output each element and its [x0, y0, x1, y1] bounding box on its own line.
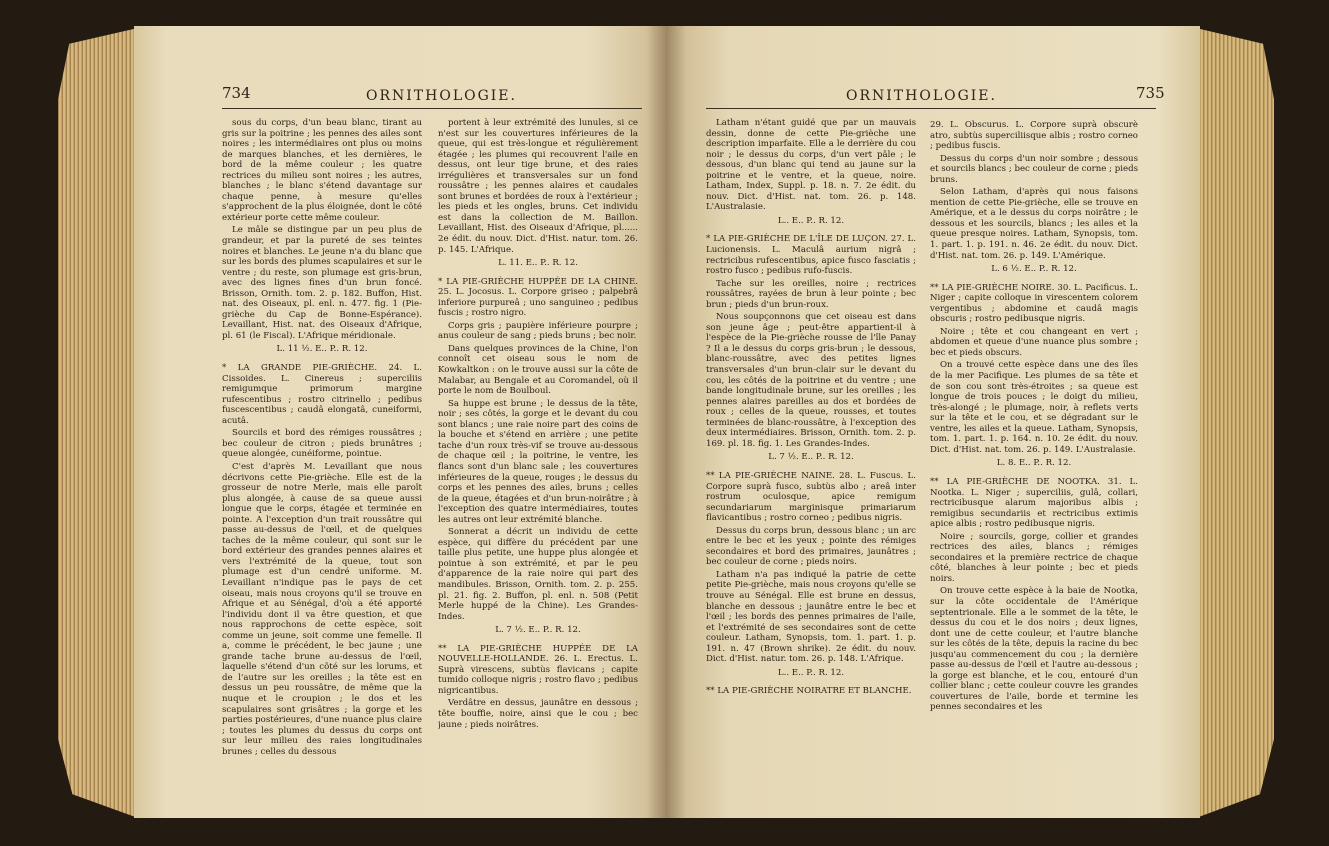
species-heading: * LA GRANDE PIE-GRIÈCHE. 24. L. Cissoides. L. Cinereus ; superciliis remigumque primorum margine rufescentibus ; rostro citrinello ; pedibus fuscescentibus ; caudâ elongatâ, cuneiformi, acutâ.	[222, 363, 422, 426]
paragraph: Dessus du corps brun, dessous blanc ; un arc entre le bec et les yeux ; pointe des rémiges secondaires et bord des primaires, jaunâtres ; bec couleur de corne ; pieds noirs.	[706, 525, 916, 568]
species-heading: ** LA PIE-GRIÈCHE NOIRE. 30. L. Pacificus. L. Niger ; capite colloque in virescentem colorem vergentibus ; abdomine et caudâ magis obscuris ; rostro pedibusque nigris.	[930, 282, 1138, 325]
measurement-line: L.. E.. P.. R. 12.	[777, 667, 845, 678]
paragraph: portent à leur extrémité des lunules, si ce n'est sur les couvertures inférieures de la queue, qui est très-longue et régulièrement étagée ; les plumes qui recouvrent l'aile en dessus, ont leur tige brune, et des raies irrégulières et transversales sur un fond roussâtre ; les pennes alaires et caudales sont brunes et bordées de roux à l'extérieur ; les pieds et les ongles, bruns. Cet individu est dans la collection de M. Baillon. Levaillant, Hist. des Oiseaux d'Afrique, pl...... 2e édit. du nouv. Dict. d'Hist. natur. tom. 26. p. 145. L'Afrique.	[438, 118, 638, 255]
right-page-number: 735	[1136, 84, 1165, 102]
paragraph: Dans quelques provinces de la Chine, l'on connoît cet oiseau sous le nom de Kowkaltkon : on le trouve aussi sur la côte de Malabar, au Bengale et au Coromandel, où il porte le nom de Boulboul.	[438, 343, 638, 397]
paragraph: On trouve cette espèce à la baie de Nootka, sur la côte occidentale de l'Amérique septentrionale. Elle a le sommet de la tête, le dessus du cou et le dos noirs ; deux lignes, dont une de cette couleur, et l'autre blanche sur les côtés de la tête, depuis la racine du bec jusqu'au commencement du cou ; la dernière passe au-dessus de l'œil et l'autre au-dessous ; la gorge est blanche, et le cou, entouré d'un collier blanc ; cette couleur couvre les grandes couvertures de l'aile, borde et termine les pennes secondaires et les	[930, 586, 1138, 713]
paragraph: Corps gris ; paupière inférieure pourpre ; anus couleur de sang ; pieds bruns ; bec noir.	[438, 320, 638, 342]
left-page-number: 734	[222, 84, 251, 102]
paragraph: Dessus du corps d'un noir sombre ; dessous et sourcils blancs ; bec couleur de corne ; pieds bruns.	[930, 153, 1138, 185]
species-heading: * LA PIE-GRIÈCHE HUPPÉE DE LA CHINE. 25. L. Jocosus. L. Corpore griseo ; palpebrâ inferiore purpureâ ; uno sanguineo ; pedibus fuscis ; rostro nigro.	[438, 276, 638, 319]
paragraph: Selon Latham, d'après qui nous faisons mention de cette Pie-grièche, elle se trouve en Amérique, et a le dessus du corps noirâtre ; le dessous et les sourcils, blancs ; les ailes et la queue presque noires. Latham, Synopsis, tom. 1. part. 1. p. 191. n. 46. 2e édit. du nouv. Dict. d'Hist. nat. tom. 26. p. 149. L'Amérique.	[930, 187, 1138, 261]
paragraph: Verdâtre en dessus, jaunâtre en dessous ; tête bouffie, noire, ainsi que le cou ; bec jaune ; pieds noirâtres.	[438, 698, 638, 730]
paragraph: On a trouvé cette espèce dans une des îles de la mer Pacifique. Les plumes de sa tête et de son cou sont très-étroites ; sa queue est longue de trois pouces ; le doigt du milieu, très-alongé ; le plumage, noir, à reflets verts sur la tête et le cou, et se dégradant sur le ventre, les ailes et la queue. Latham, Synopsis, tom. 1. part. 1. p. 164. n. 10. 2e édit. du nouv. Dict. d'Hist. nat. tom. 26. p. 149. L'Australasie.	[930, 360, 1138, 455]
paragraph: Latham n'étant guidé que par un mauvais dessin, donne de cette Pie-grièche une description imparfaite. Elle a le derrière du cou noir ; le dessus du corps, d'un vert pâle ; le dessous, d'un blanc qui tend au jaune sur la poitrine et le ventre, et la queue, noire. Latham, Index, Suppl. p. 18. n. 7. 2e édit. du nouv. Dict. d'Hist. nat. tom. 26. p. 148. L'Australasie.	[706, 118, 916, 213]
right-column-2	[930, 118, 1138, 715]
species-heading: ** LA PIE-GRIÈCHE HUPPÉE DE LA NOUVELLE-HOLLANDE. 26. L. Erectus. L. Suprà virescens, subtùs flavicans ; capite tumido colloque nigris ; rostro flavo ; pedibus nigricantibus.	[438, 643, 638, 696]
measurement-line: L. 7 ½. E.. P.. R. 12.	[768, 452, 854, 463]
measurement-line: L. 8. E.. P.. R. 12.	[996, 458, 1072, 469]
paragraph: Le mâle se distingue par un peu plus de grandeur, et par la pureté de ses teintes noires et blanches. Le jeune n'a du blanc que sur les bords des plumes scapulaires et sur le ventre ; du reste, son plumage est gris-brun, avec des lignes fines d'un brun foncé. Brisson, Ornith. tom. 2. p. 182. Buffon, Hist. nat. des Oiseaux, pl. enl. n. 477. fig. 1 (Pie-grièche du Cap de Bonne-Espérance). Levaillant, Hist. nat. des Oiseaux d'Afrique, pl. 61 (le Fiscal). L'Afrique méridionale.	[222, 225, 422, 341]
paragraph: Nous soupçonnons que cet oiseau est dans son jeune âge ; peut-être appartient-il à l'espèce de la Pie-grièche rousse de l'île Panay ? Il a le dessus du corps gris-brun ; le dessous, blanc-roussâtre, avec des petites lignes transversales d'un brun-clair sur le devant du cou, les côtés de la poitrine et du ventre ; une bande longitudinale brune, sur les oreilles ; les pennes alaires pareilles au dos et bordées de roux ; celles de la queue, rousses, et toutes terminées de blanc-roussâtre, à l'exception des deux intermédiaires. Brisson, Ornith. tom. 2. p. 169. pl. 18. fig. 1. Les Grandes-Indes.	[706, 312, 916, 449]
paragraph: Tache sur les oreilles, noire ; rectrices roussâtres, rayées de brun à leur pointe ; bec brun ; pieds d'un brun-roux.	[706, 278, 916, 310]
right-page	[666, 26, 1200, 818]
species-heading: ** LA PIE-GRIÈCHE NOIRATRE ET BLANCHE.	[706, 686, 912, 697]
book-gutter-shadow	[646, 26, 686, 818]
right-column-1	[706, 118, 916, 699]
measurement-line: L.. E.. P.. R. 12.	[777, 215, 845, 226]
left-header-rule	[222, 108, 642, 109]
measurement-line: L. 11 ½. E.. P.. R. 12.	[276, 344, 368, 355]
paragraph: C'est d'après M. Levaillant que nous décrivons cette Pie-grièche. Elle est de la grosseur de notre Merle, mais elle paroît plus alongée, à cause de sa queue aussi longue que le corps, étagée et terminée en pointe. A l'exception d'un trait roussâtre qui passe au-dessus de l'œil, et de quelques taches de la même couleur, qui sont sur le bord extérieur des grandes pennes alaires et vers l'extrémité de la queue, tout son plumage est d'un cendré uniforme. M. Levaillant n'indique pas le pays de cet oiseau, mais nous croyons qu'il se trouve en Afrique et au Sénégal, d'où a été apporté l'individu dont il va être question, et que nous rapprochons de cette espèce, soit comme un jeune, soit comme une femelle. Il a, comme le précédent, le bec jaune ; une grande tache brune au-dessus de l'œil, laquelle s'étend d'un côté sur les lorums, et de l'autre sur les oreilles ; la tête est en dessus un peu roussâtre, de même que la nuque et le croupion ; le dos et les scapulaires sont grisâtres ; la gorge et les parties postérieures, d'une nuance plus claire ; toutes les plumes du dessus du corps ont sur leur milieu des raies longitudinales brunes ; celles du dessous	[222, 461, 422, 757]
measurement-line: L. 11. E.. P.. R. 12.	[498, 258, 578, 269]
paragraph: 29. L. Obscurus. L. Corpore suprà obscurè atro, subtùs superciliisque albis ; rostro corneo ; pedibus fuscis.	[930, 120, 1138, 152]
left-column-2	[438, 118, 638, 732]
paragraph: Noire ; tête et cou changeant en vert ; abdomen et queue d'une nuance plus sombre ; bec et pieds obscurs.	[930, 326, 1138, 358]
left-page-edges	[58, 28, 138, 818]
species-heading: ** LA PIE-GRIÈCHE DE NOOTKA. 31. L. Nootka. L. Niger ; superciliis, gulâ, collari, rectricibusque alarum majoribus albis ; remigibus secundariis et rectricibus extimis apice albis ; rostro pedibusque nigris.	[930, 476, 1138, 530]
species-heading: ** LA PIE-GRIÈCHE NAINE. 28. L. Fuscus. L. Corpore suprà fusco, subtùs albo ; areâ inter rostrum oculosque, apice remigum secundariarum marginisque primariarum flavicantibus ; rostro corneo ; pedibus nigris.	[706, 470, 916, 524]
right-header-rule	[706, 108, 1156, 109]
paragraph: Noire ; sourcils, gorge, collier et grandes rectrices des ailes, blancs ; rémiges secondaires et la première rectrice de chaque côté, blanches à leur pointe ; bec et pieds noirs.	[930, 531, 1138, 584]
left-column-1	[222, 118, 422, 759]
paragraph: Latham n'a pas indiqué la patrie de cette petite Pie-grièche, mais nous croyons qu'elle se trouve au Sénégal. Elle est brune en dessus, blanche en dessous ; jaunâtre entre le bec et l'œil ; les bords des pennes primaires de l'aile, et l'extrémité de ses secondaires sont de cette couleur. Latham, Synopsis, tom. 1. part. 1. p. 191. n. 47 (Brown shrike). 2e édit. du nouv. Dict. d'Hist. natur. tom. 26. p. 148. L'Afrique.	[706, 569, 916, 665]
left-running-head: ORNITHOLOGIE.	[366, 88, 517, 104]
measurement-line: L. 7 ½. E.. P.. R. 12.	[495, 625, 581, 636]
left-page	[134, 26, 666, 818]
right-running-head: ORNITHOLOGIE.	[846, 88, 997, 104]
paragraph: Sonnerat a décrit un individu de cette espèce, qui diffère du précédent par une taille plus petite, une huppe plus alongée et pointue à son extrémité, et par le peu d'apparence de la raie noire qui part des mandibules. Brisson, Ornith. tom. 2. p. 255. pl. 21. fig. 2. Buffon, pl. enl. n. 508 (Petit Merle huppé de la Chine). Les Grandes-Indes.	[438, 527, 638, 622]
measurement-line: L. 6 ½. E.. P.. R. 12.	[991, 264, 1077, 275]
species-heading: * LA PIE-GRIÈCHE DE L'ÎLE DE LUÇON. 27. L. Lucionensis. L. Maculâ aurium nigrâ ; rectricibus rufescentibus, apice fusco fasciatis ; rostro fusco ; pedibus rufo-fuscis.	[706, 234, 916, 277]
paragraph: Sa huppe est brune ; le dessus de la tête, noir ; ses côtés, la gorge et le devant du cou sont blancs ; une raie noire part des coins de la bouche et s'étend en arrière ; une petite tache d'un roux très-vif se trouve au-dessous de chaque œil ; la poitrine, le ventre, les flancs sont d'un blanc sale ; les couvertures inférieures de la queue, rouges ; le dessus du corps et les pennes des ailes, bruns ; celles de la queue, étagées et d'un brun-noirâtre ; à l'exception des quatre intermédiaires, toutes les autres ont leur extrémité blanche.	[438, 398, 638, 525]
paragraph: sous du corps, d'un beau blanc, tirant au gris sur la poitrine ; les pennes des ailes sont noires ; les intermédiaires ont plus ou moins de marques blanches, et les dernières, le bord de la même couleur ; les quatre rectrices du milieu sont noires ; les autres, blanches ; le blanc s'étend davantage sur chaque penne, à mesure qu'elles s'approchent de la plus éloignée, dont le côté extérieur porte cette même couleur.	[222, 118, 422, 223]
paragraph: Sourcils et bord des rémiges roussâtres ; bec couleur de citron ; pieds brunâtres ; queue alongée, cunéiforme, pointue.	[222, 428, 422, 460]
right-page-edges	[1196, 28, 1274, 818]
